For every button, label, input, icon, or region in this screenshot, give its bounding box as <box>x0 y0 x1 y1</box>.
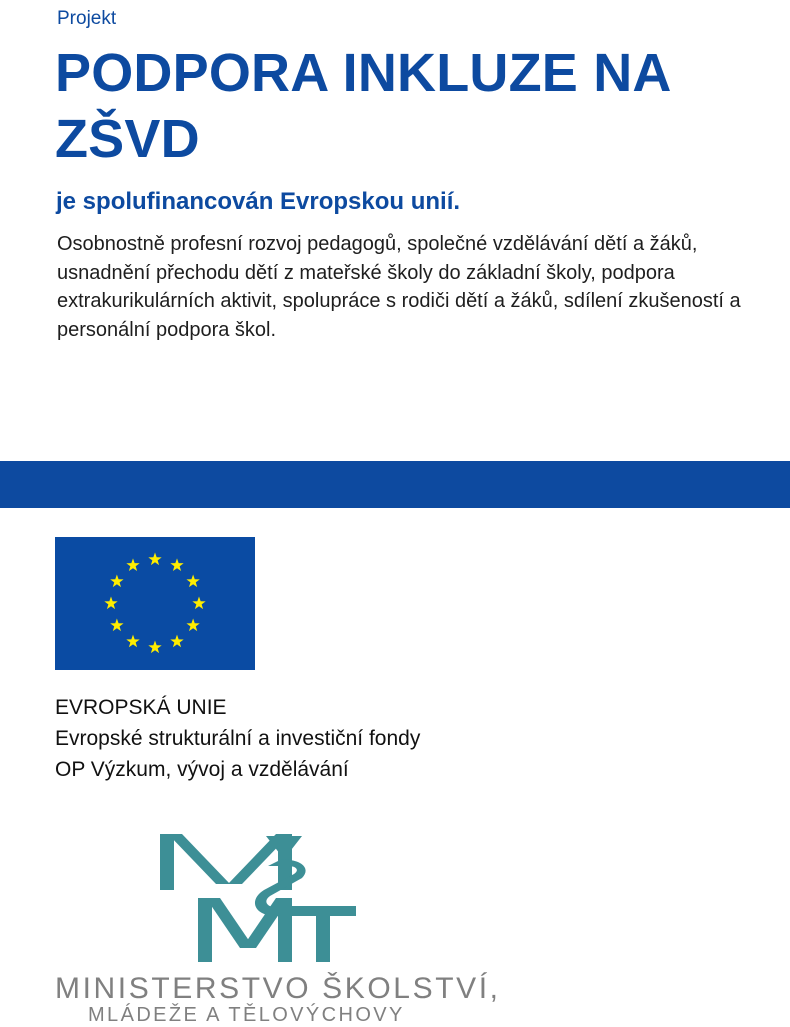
eu-name: EVROPSKÁ UNIE <box>55 696 227 719</box>
ministry-name-line2: MLÁDEŽE A TĚLOVÝCHOVY <box>88 1004 405 1026</box>
eu-programme: OP Výzkum, vývoj a vzdělávání <box>55 758 349 781</box>
project-title: PODPORA INKLUZE NA ZŠVD <box>55 43 670 169</box>
eu-text-block <box>55 692 420 785</box>
eu-flag-icon <box>55 537 255 670</box>
project-label: Projekt <box>57 8 117 29</box>
eu-funds: Evropské strukturální a investiční fondy <box>55 727 421 750</box>
ministry-name-line1: MINISTERSTVO ŠKOLSTVÍ, <box>55 972 501 1005</box>
project-description: Osobnostně profesní rozvoj pedagogů, společné vzdělávání dětí a žáků, usnadnění přechodu dětí z mateřské školy do základní školy, podpora extrakurikulárních aktivit, spolupráce s rodiči dětí a žáků, sdílení zkušeností a personální podpora škol. <box>57 233 741 341</box>
msmt-logo <box>150 828 370 968</box>
funding-subtitle: je spolufinancován Evropskou unií. <box>56 188 461 215</box>
blue-band-divider <box>0 461 790 508</box>
